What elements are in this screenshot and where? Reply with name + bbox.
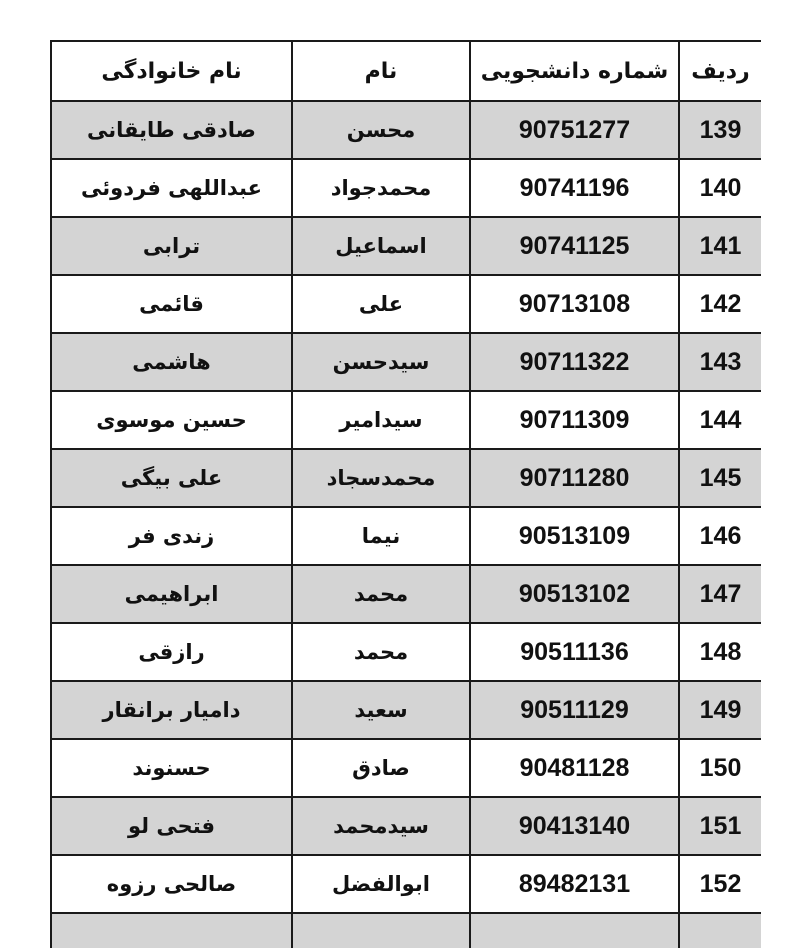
- cell-family-name: حسنوند: [51, 739, 292, 797]
- cell-row-number: 145: [679, 449, 761, 507]
- cell-row-number: 143: [679, 333, 761, 391]
- table-row: [51, 101, 761, 159]
- cell-name: سعید: [292, 681, 470, 739]
- cell-name: محمدسجاد: [292, 449, 470, 507]
- cell-student-id: 90741196: [470, 159, 679, 217]
- cell-student-id: 90511129: [470, 681, 679, 739]
- table-row: [51, 275, 761, 333]
- cell-name: سیدمحمد: [292, 797, 470, 855]
- cell-family-name: علی بیگی: [51, 449, 292, 507]
- table-row: [51, 507, 761, 565]
- cell-student-id: 90711322: [470, 333, 679, 391]
- table-header-row: [51, 41, 761, 101]
- table-row: [51, 333, 761, 391]
- cell-student-id: 90513102: [470, 565, 679, 623]
- cell-name: محمد: [292, 565, 470, 623]
- cell-row-number: 146: [679, 507, 761, 565]
- cell-student-id: 90481128: [470, 739, 679, 797]
- cell-student-id: 90741125: [470, 217, 679, 275]
- cell-empty: [292, 913, 470, 948]
- cell-row-number: 152: [679, 855, 761, 913]
- cell-row-number: 149: [679, 681, 761, 739]
- cell-student-id: 90711280: [470, 449, 679, 507]
- cell-student-id: 90711309: [470, 391, 679, 449]
- cell-student-id: 90511136: [470, 623, 679, 681]
- cell-row-number: 141: [679, 217, 761, 275]
- cell-family-name: صادقی طایقانی: [51, 101, 292, 159]
- table-row: [51, 449, 761, 507]
- cell-student-id: 89482131: [470, 855, 679, 913]
- header-row-number: ردیف: [679, 41, 761, 101]
- cell-row-number: 140: [679, 159, 761, 217]
- header-student-id: شماره دانشجویی: [470, 41, 679, 101]
- cell-name: محمدجواد: [292, 159, 470, 217]
- table-row: [51, 159, 761, 217]
- cell-name: صادق: [292, 739, 470, 797]
- table-row-partial: [51, 913, 761, 948]
- table-row: [51, 681, 761, 739]
- table-row: [51, 217, 761, 275]
- cell-name: علی: [292, 275, 470, 333]
- cell-row-number: 148: [679, 623, 761, 681]
- cell-family-name: فتحی لو: [51, 797, 292, 855]
- cell-row-number: 150: [679, 739, 761, 797]
- table-row: [51, 797, 761, 855]
- cell-family-name: حسین موسوی: [51, 391, 292, 449]
- cell-name: نیما: [292, 507, 470, 565]
- cell-name: ابوالفضل: [292, 855, 470, 913]
- cell-family-name: هاشمی: [51, 333, 292, 391]
- table-row: [51, 391, 761, 449]
- cell-empty: [679, 913, 761, 948]
- cell-student-id: 90513109: [470, 507, 679, 565]
- cell-name: محمد: [292, 623, 470, 681]
- student-table-container: [50, 40, 761, 948]
- header-family-name: نام خانوادگی: [51, 41, 292, 101]
- cell-family-name: صالحی رزوه: [51, 855, 292, 913]
- cell-student-id: 90713108: [470, 275, 679, 333]
- cell-row-number: 144: [679, 391, 761, 449]
- table-row: [51, 623, 761, 681]
- cell-family-name: زندی فر: [51, 507, 292, 565]
- table-row: [51, 739, 761, 797]
- cell-family-name: دامیار برانقار: [51, 681, 292, 739]
- cell-family-name: ابراهیمی: [51, 565, 292, 623]
- cell-name: سیدحسن: [292, 333, 470, 391]
- cell-row-number: 139: [679, 101, 761, 159]
- cell-empty: [51, 913, 292, 948]
- cell-student-id: 90751277: [470, 101, 679, 159]
- cell-family-name: قائمی: [51, 275, 292, 333]
- table-row: [51, 565, 761, 623]
- cell-empty: [470, 913, 679, 948]
- cell-row-number: 151: [679, 797, 761, 855]
- student-table: [50, 40, 761, 948]
- cell-family-name: رازقی: [51, 623, 292, 681]
- table-row: [51, 855, 761, 913]
- cell-row-number: 142: [679, 275, 761, 333]
- cell-family-name: عبداللهی فردوئی: [51, 159, 292, 217]
- cell-family-name: ترابی: [51, 217, 292, 275]
- header-name: نام: [292, 41, 470, 101]
- cell-name: سیدامیر: [292, 391, 470, 449]
- cell-name: اسماعیل: [292, 217, 470, 275]
- cell-student-id: 90413140: [470, 797, 679, 855]
- cell-row-number: 147: [679, 565, 761, 623]
- cell-name: محسن: [292, 101, 470, 159]
